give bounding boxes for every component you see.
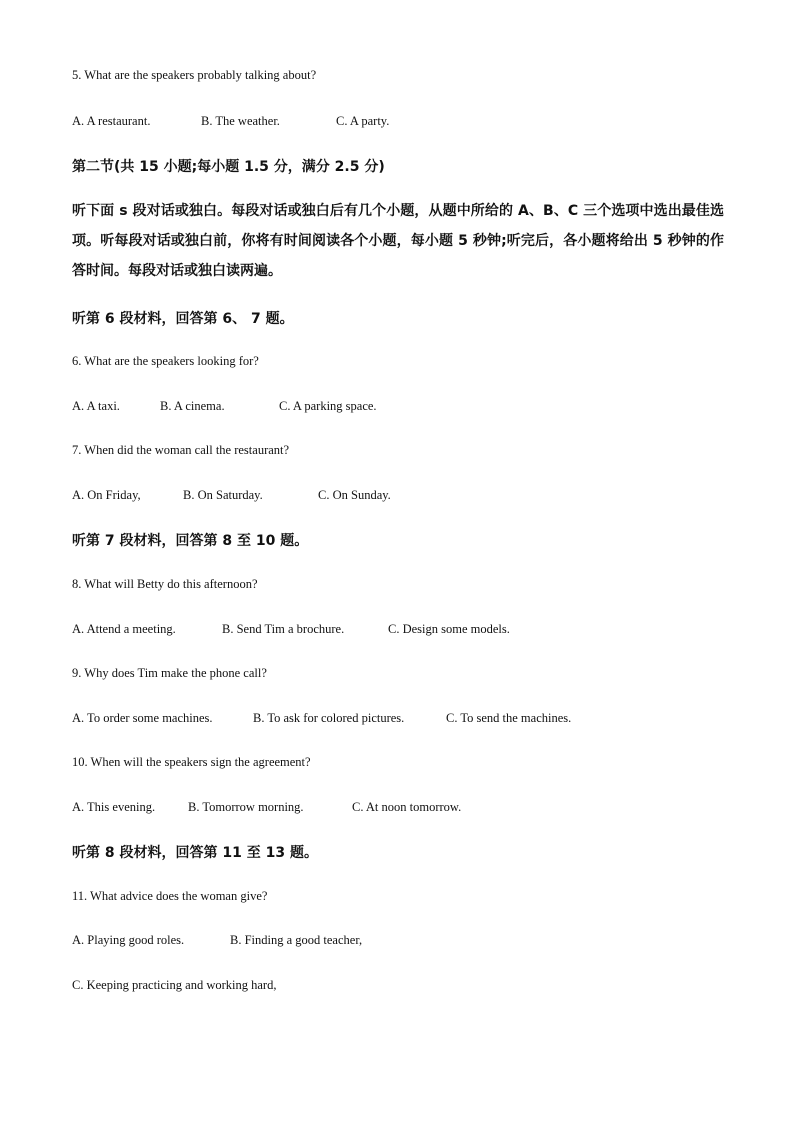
q10-option-b: B. Tomorrow morning. — [188, 800, 304, 814]
q5-option-c: C. A party. — [336, 114, 390, 128]
question-5: 5. What are the speakers probably talking about? — [72, 68, 317, 82]
q9-option-b: B. To ask for colored pictures. — [253, 711, 405, 725]
q9-option-c: C. To send the machines. — [446, 711, 572, 725]
group-6-heading: 听第 6 段材料，回答第 6、 7 题。 — [72, 311, 294, 327]
q9-option-a: A. To order some machines. — [72, 711, 213, 725]
q11-option-c: C. Keeping practicing and working hard, — [72, 978, 277, 992]
q6-option-c: C. A parking space. — [279, 399, 377, 413]
section-2-instructions: 听下面 s 段对话或独白。每段对话或独白后有几个小题，从题中所给的 A、B、C 三个选项中选出最佳选项。听每段对话或独白前，你将有时间阅读各个小题，每小题 5 秒钟;听完后，各小题将给出 5 秒钟的作答时间。每段对话或独白读两遍。 — [72, 203, 724, 279]
section-2-heading: 第二节(共 15 小题;每小题 1.5 分，满分 2.5 分) — [72, 159, 385, 175]
q8-option-b: B. Send Tim a brochure. — [222, 622, 345, 636]
q8-option-c: C. Design some models. — [388, 622, 510, 636]
q8-option-a: A. Attend a meeting. — [72, 622, 176, 636]
question-11: 11. What advice does the woman give? — [72, 889, 268, 903]
question-7: 7. When did the woman call the restaurant? — [72, 443, 290, 457]
q6-option-b: B. A cinema. — [160, 399, 225, 413]
group-7-heading: 听第 7 段材料，回答第 8 至 10 题。 — [72, 533, 309, 549]
q7-option-a: A. On Friday, — [72, 488, 141, 502]
group-8-heading: 听第 8 段材料，回答第 11 至 13 题。 — [72, 845, 318, 861]
question-8: 8. What will Betty do this afternoon? — [72, 577, 258, 591]
question-9: 9. Why does Tim make the phone call? — [72, 666, 267, 680]
q5-option-a: A. A restaurant. — [72, 114, 151, 128]
q7-option-c: C. On Sunday. — [318, 488, 391, 502]
q11-option-a: A. Playing good roles. — [72, 933, 185, 947]
q10-option-c: C. At noon tomorrow. — [352, 800, 462, 814]
question-6: 6. What are the speakers looking for? — [72, 354, 259, 368]
q6-option-a: A. A taxi. — [72, 399, 120, 413]
q10-option-a: A. This evening. — [72, 800, 156, 814]
question-10: 10. When will the speakers sign the agreement? — [72, 755, 311, 769]
q7-option-b: B. On Saturday. — [183, 488, 263, 502]
q11-option-b: B. Finding a good teacher, — [230, 933, 363, 947]
q5-option-b: B. The weather. — [201, 114, 280, 128]
